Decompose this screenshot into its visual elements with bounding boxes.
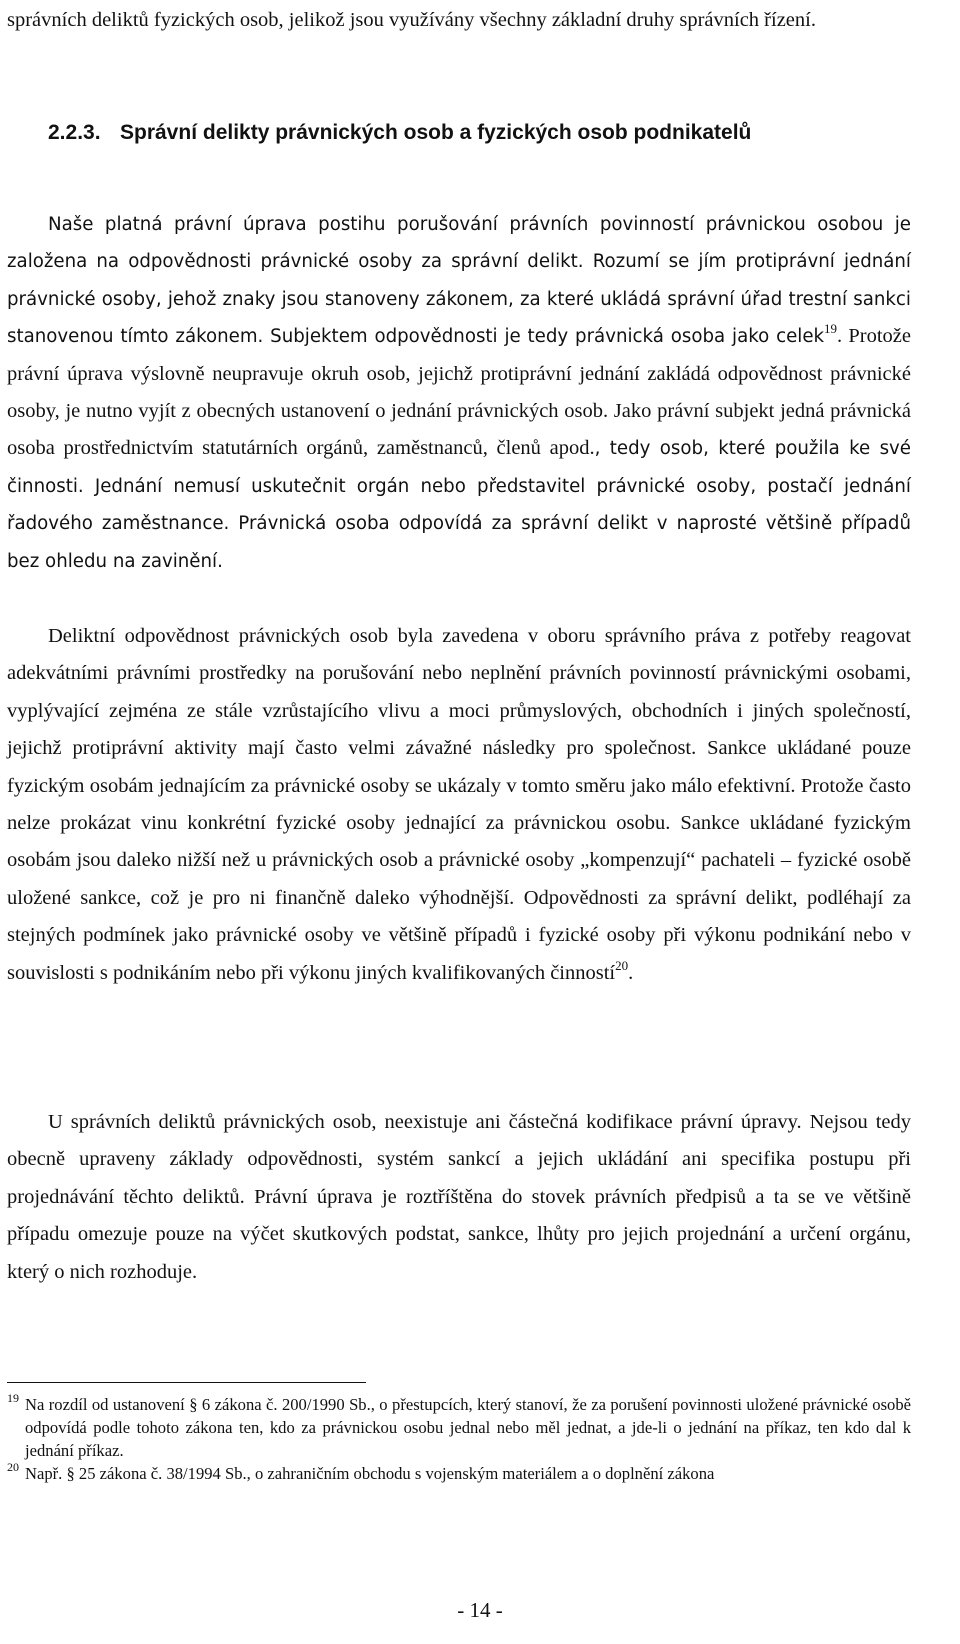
section-number: 2.2.3. <box>48 121 101 144</box>
paragraph-3-text: U správních deliktů právnických osob, neexistuje ani částečná kodifikace právní úpravy. Nejsou tedy obecně upraveny základy odpovědnosti, systém sankcí a jejich ukládání ani specifika postupu při projednávání těchto deliktů. Právní úprava je roztříštěna do stovek právních předpisů a ta se ve většině případu omezuje pouze na výčet skutkových podstat, sankce, lhůty pro jejich projednání a určení orgánu, který o nich rozhoduje. <box>7 1111 911 1283</box>
footnote-text: Na rozdíl od ustanovení § 6 zákona č. 200/1990 Sb., o přestupcích, který stanoví, že za porušení povinnosti uložené právnické osobě odpovídá podle tohoto zákona ten, kdo za právnickou osobu jednal nebo měl jednat, a jde-li o jednání na příkaz, ten kdo dal k jednání příkaz. <box>25 1395 911 1460</box>
footnote-20 <box>7 1462 911 1485</box>
paragraph-2 <box>7 618 911 992</box>
paragraph-2-text: Deliktní odpovědnost právnických osob byla zavedena v oboru správního práva z potřeby reagovat adekvátními právními prostředky na porušování nebo neplnění právních povinností právnickými osobami, vyplývající zejména ze stále vzrůstajícího vlivu a moci průmyslových, obchodních i jiných společností, jejichž protiprávní aktivity mají často velmi závažné následky pro společnost. Sankce ukládané pouze fyzickým osobám jednajícím za právnické osoby se ukázaly v tomto směru jako málo efektivní. Protože často nelze prokázat vinu konkrétní fyzické osoby jednající za právnickou osobu. Sankce ukládané fyzickým osobám jsou daleko nižší než u právnických osob a právnické osoby „kompenzují“ pachateli – fyzické osobě uložené sankce, což je pro ni finančně daleko výhodnější. Odpovědnosti za správní delikt, podléhají za stejných podmínek jako právnické osoby ve většině případů i fyzické osoby při výkonu podnikání nebo v souvislosti s podnikáním nebo při výkonu jiných kvalifikovaných činností <box>7 625 911 984</box>
paragraph-2-end: . <box>628 961 634 984</box>
footnote-text: Např. § 25 zákona č. 38/1994 Sb., o zahraničním obchodu s vojenským materiálem a o doplnění zákona <box>25 1464 715 1483</box>
page-number: - 14 - <box>457 1598 503 1622</box>
footnote-ref-19: 19 <box>824 321 838 337</box>
paragraph-3 <box>7 1104 911 1291</box>
paragraph-1 <box>7 206 911 580</box>
footnote-ref-20: 20 <box>615 957 629 973</box>
top-paragraph-text: správních deliktů fyzických osob, jelikož jsou využívány všechny základní druhy správních řízení. <box>7 9 816 31</box>
footnotes <box>7 1393 911 1485</box>
paragraph-1-part-b: . Protože právní úprava výslovně neupravuje okruh osob, jejichž protiprávní jednání zakládá odpovědnost právnické osoby, je nutno vyjít z obecných ustanovení o jednání právnických osob. Jako právní subjekt jedná právnická osoba prostřednictvím statutárních orgánů, zaměstnanců, členů apod. <box>7 325 911 460</box>
paragraph-1-part-c: , tedy osob, které použila ke své činnosti. Jednání nemusí uskutečnit orgán nebo představitel právnické osoby, postačí jednání řadového zaměstnance. Právnická osoba odpovídá za správní delikt v naprosté většině případů bez ohledu na zavinění. <box>7 438 911 572</box>
footnote-number: 20 <box>7 1460 19 1474</box>
footnote-19 <box>7 1393 911 1462</box>
section-heading <box>48 121 751 145</box>
top-paragraph <box>7 2 911 39</box>
footnote-number: 19 <box>7 1391 19 1405</box>
section-title: Správní delikty právnických osob a fyzických osob podnikatelů <box>120 121 752 144</box>
paragraph-1-part-a: Naše platná právní úprava postihu porušování právních povinností právnickou osobou je založena na odpovědnosti právnické osoby za správní delikt. Rozumí se jím protiprávní jednání právnické osoby, jehož znaky jsou stanoveny zákonem, za které ukládá správní úřad trestní sankci stanovenou tímto zákonem. Subjektem odpovědnosti je tedy právnická osoba jako celek <box>7 214 911 348</box>
footnote-separator <box>7 1382 366 1383</box>
